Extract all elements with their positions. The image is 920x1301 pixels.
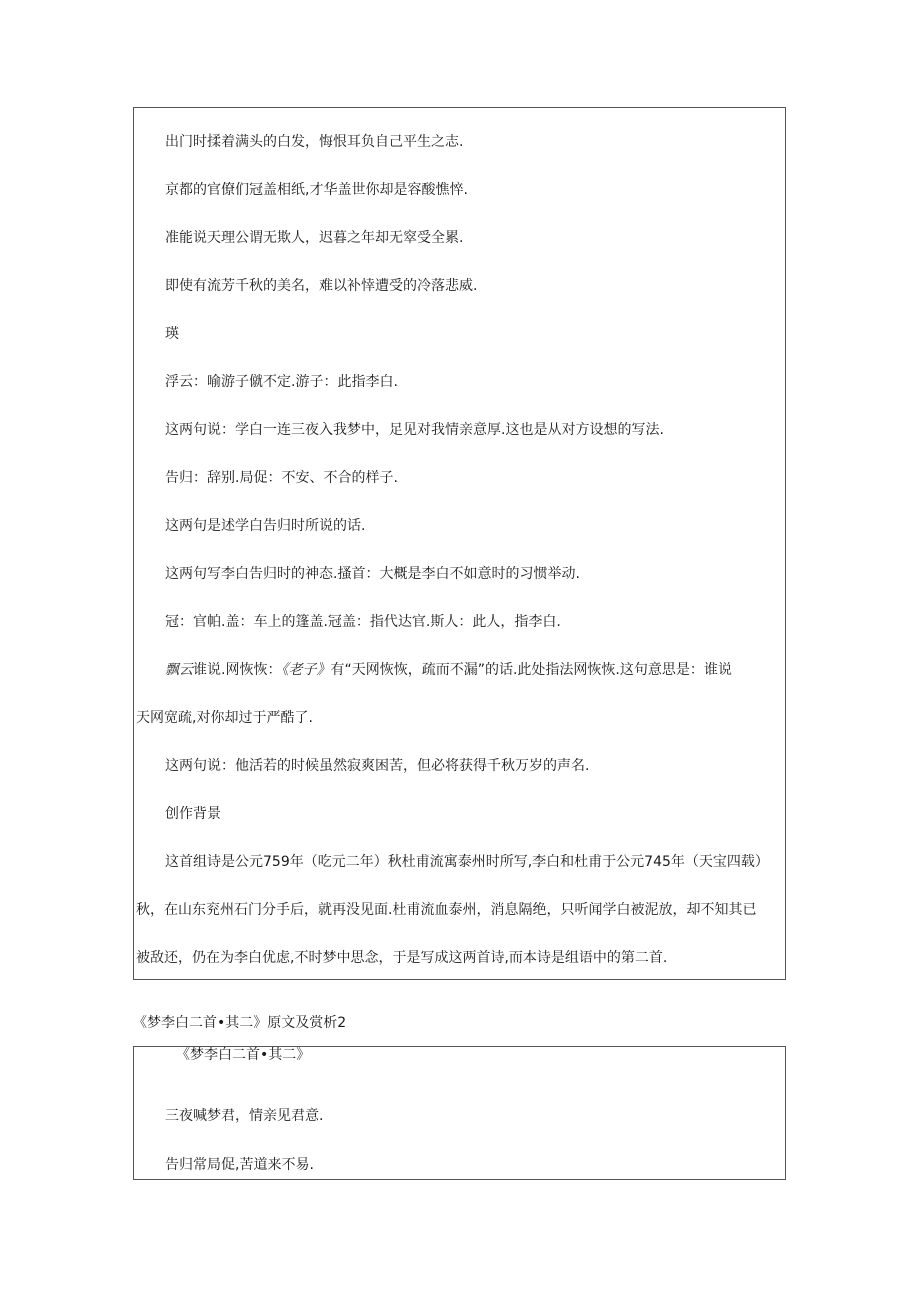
annotation-book-title: 《老子》 <box>281 662 331 678</box>
poem-line: 三夜喊梦君，情亲见君意. <box>165 1108 324 1124</box>
annotation: 这两句写李白告归时的神态.搔首：大概是李白不如意时的习惯举动. <box>165 566 580 582</box>
paragraph: 准能说天理公谓无欺人，迟暮之年却无窣受全累. <box>165 230 464 246</box>
annotation: 冠：官帕.盖：车上的篷盖.冠盖：指代达官.斯人：此人，指李白. <box>165 614 561 630</box>
background-paragraph-continued: 秋，在山东兖州石门分手后，就再没见面.杜甫流血泰州，消息隔绝，只听闻学白被泥放，却不知其已 <box>136 902 757 918</box>
section-title: 《梦李白二首•其二》原文及赏析2 <box>133 1015 347 1031</box>
poem-title: 《梦李白二首•其二》 <box>176 1047 311 1063</box>
annotation: 浮云：喻游子僦不定.游子：此指李白. <box>165 374 398 390</box>
paragraph: 即使有流芳千秋的美名，难以补悻遭受的冷落悲威. <box>165 278 478 294</box>
annotation-continued: 天网宽疏,对你却过于严酷了. <box>136 710 313 726</box>
annotation: 这两句说：学白一连三夜入我梦中，足见对我情亲意厚.这也是从对方设想的写法. <box>165 422 664 438</box>
annotation: 这两句是述学白告归时所说的话. <box>165 518 366 534</box>
poem-line: 告归常局促,苦道来不易. <box>165 1157 314 1173</box>
content-box-1 <box>133 107 786 980</box>
annotation-italic-term: 飘云 <box>165 662 193 678</box>
paragraph: 京都的官僚们冠盖相纸,才华盖世你却是容酸憔悴. <box>165 182 468 198</box>
section-label: 瑛 <box>165 326 179 342</box>
content-box-2 <box>133 1046 786 1180</box>
paragraph: 出门时揉着满头的白发，悔恨耳负自己平生之志. <box>165 134 464 150</box>
annotation <box>134 660 785 680</box>
section-heading-background: 创作背景 <box>165 806 221 822</box>
annotation: 这两句说：他活若的时候虽然寂爽困苦，但必将获得千秋万岁的声名. <box>165 758 590 774</box>
annotation-text: 有“天网恢恢，疏而不漏”的话.此处指法网恢恢.这句意思是：谁说 <box>330 662 732 678</box>
background-paragraph-continued: 被敌还，仍在为李白优虑,不时梦中思念，于是写成这两首诗,而本诗是组语中的第二首. <box>136 950 668 966</box>
annotation: 告归：辞别.局促：不安、不合的样子. <box>165 470 398 486</box>
background-paragraph: 这首组诗是公元759年（吃元二年）秋杜甫流寓泰州时所写,李白和杜甫于公元745年（天宝四载） <box>165 854 769 870</box>
annotation-text: 谁说.网恢恢： <box>193 662 282 678</box>
